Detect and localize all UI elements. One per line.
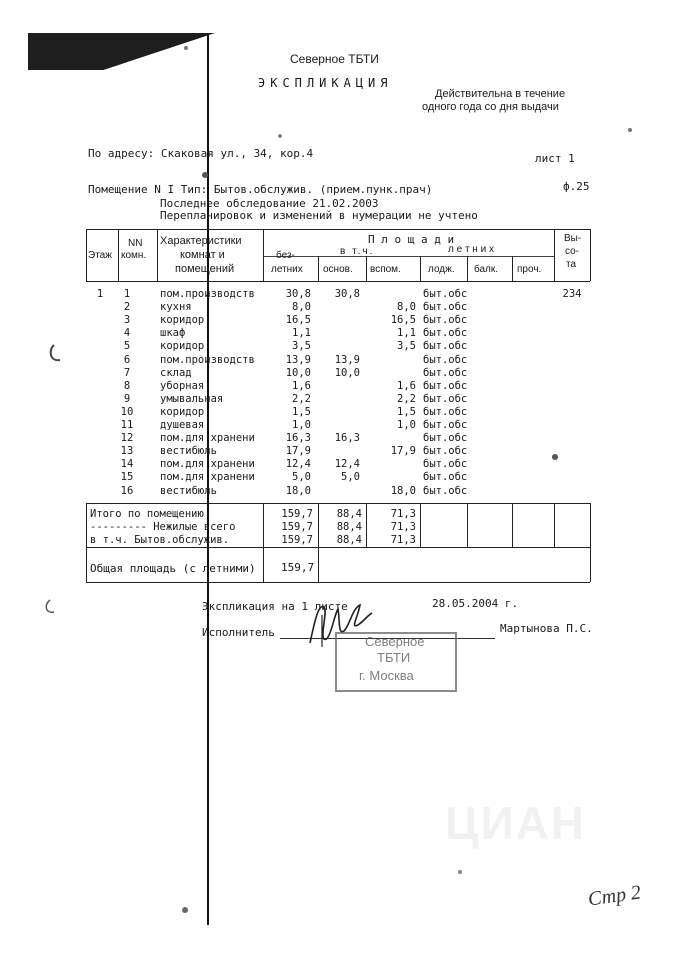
row-note: быт.обс [423,471,468,484]
row-aux-area: 8,0 [397,301,416,314]
row-note: быт.обс [423,301,468,314]
col-nn: NN [128,238,143,249]
totals-main-area: 88,4 [336,534,362,546]
row-note: быт.обс [423,379,468,392]
explication-sheets: Экспликация на 1 листе [202,600,348,613]
row-total-area: 1,0 [292,419,311,431]
row-room-name: шкаф [160,327,186,340]
row-room-number: 3 [123,314,131,327]
overall-area-label: Общая площадь (с летними) [90,562,256,575]
totals-aux-area: 71,3 [390,521,416,533]
row-aux-area: 18,0 [390,484,416,497]
row-room-name: пом.для хранени [160,471,255,484]
col-height-3: та [566,259,577,270]
row-room-name: вестибюль [160,445,217,458]
col-osnov: основ. [323,264,353,275]
col-vspom: вспом. [370,264,401,275]
row-note: быт.обс [423,419,468,431]
row-room-name: душевая [160,419,205,431]
totals-aux-area: 71,3 [390,534,416,546]
row-total-area: 30,8 [285,288,311,300]
row-room-number: 12 [120,432,134,445]
col-bez-1: без- [276,250,295,261]
row-room-name: склад [160,366,192,379]
form-number: ф.25 [563,180,590,193]
row-room-name: пом.производств [160,288,255,300]
row-note: быт.обс [423,458,468,471]
stamp-line-1: Северное [365,634,425,649]
row-room-number: 15 [120,471,134,484]
row-note: быт.обс [423,432,468,445]
row-total-area: 1,6 [292,379,311,392]
row-total-area: 10,0 [285,366,311,379]
validity-line-1: Действительна в течение [435,88,566,100]
col-areas: П л о щ а д и [368,233,455,246]
executor-name: Мартынова П.С. [500,622,593,635]
row-total-area: 17,9 [285,445,311,458]
row-room-name: коридор [160,405,205,418]
row-total-area: 3,5 [292,340,311,353]
row-aux-area: 1,0 [397,419,416,431]
row-room-name: вестибюль [160,484,217,497]
org-name: Северное ТБТИ [290,52,379,66]
row-total-area: 16,5 [285,314,311,327]
row-floor: 1 [96,288,104,300]
row-main-area: 13,9 [334,353,360,366]
row-note: быт.обс [423,327,468,340]
row-total-area: 8,0 [292,301,311,314]
col-floor: Этаж [88,250,112,261]
row-room-number: 6 [123,353,131,366]
col-proch: проч. [517,264,542,275]
row-note: быт.обс [423,405,468,418]
col-height-2: со- [565,246,580,257]
col-vtch: в т.ч. [340,246,375,257]
row-total-area: 12,4 [285,458,311,471]
totals-main-area: 88,4 [336,508,362,520]
stamp-line-2: ТБТИ [377,650,411,665]
col-lodzh: лодж. [428,264,455,275]
watermark: ЦИАН [445,797,587,849]
row-room-name: пом.производств [160,353,255,366]
row-aux-area: 3,5 [397,340,416,353]
issue-date: 28.05.2004 г. [432,597,519,610]
row-room-name: пом.для хранени [160,432,255,445]
sheet-number: лист 1 [535,152,575,165]
row-room-number: 11 [120,419,134,431]
row-main-area: 10,0 [334,366,360,379]
totals-main-area: 88,4 [336,521,362,533]
row-room-number: 4 [123,327,131,340]
row-room-number: 7 [123,366,131,379]
row-room-name: коридор [160,340,205,353]
col-letnih: л е т н и х [448,244,494,255]
row-total-area: 5,0 [292,471,311,484]
totals-total-area: 159,7 [281,534,313,546]
row-total-area: 1,5 [292,405,311,418]
totals-total-area: 159,7 [281,521,313,533]
row-room-name: пом.для хранени [160,458,255,471]
row-room-number: 13 [120,445,134,458]
row-total-area: 2,2 [292,392,311,405]
document-title: ЭКСПЛИКАЦИЯ [258,76,393,90]
row-room-number: 2 [123,301,131,314]
row-room-name: коридор [160,314,205,327]
row-note: быт.обс [423,353,468,366]
col-char-2: комнат и [180,249,225,261]
col-balk: балк. [474,264,499,275]
row-aux-area: 1,1 [397,327,416,340]
row-room-name: уборная [160,379,205,392]
corner-note: Стр 2 [586,881,643,911]
totals-label: в т.ч. Бытов.обслужив. [90,534,230,546]
row-aux-area: 1,6 [397,379,416,392]
row-room-number: 8 [123,379,131,392]
row-note: быт.обс [423,288,468,300]
col-char-1: Характеристики [160,235,242,247]
address: По адресу: Скаковая ул., 34, кор.4 [88,147,314,160]
row-note: быт.обс [423,484,468,497]
premises-type: Помещение N I Тип: Бытов.обслужив. (прием.пунк.прач) [88,183,433,196]
totals-total-area: 159,7 [281,508,313,520]
row-note: быт.обс [423,366,468,379]
row-total-area: 1,1 [292,327,311,340]
row-main-area: 12,4 [334,458,360,471]
col-bez-2: летних [271,264,303,275]
row-aux-area: 2,2 [397,392,416,405]
row-main-area: 5,0 [341,471,360,484]
totals-label: Итого по помещению [90,508,204,520]
totals-label: --------- Нежилые всего [90,521,236,533]
row-room-number: 16 [120,484,134,497]
row-aux-area: 17,9 [390,445,416,458]
row-room-number: 1 [123,288,131,300]
totals-aux-area: 71,3 [390,508,416,520]
row-note: быт.обс [423,392,468,405]
row-room-number: 10 [120,405,134,418]
row-main-area: 30,8 [334,288,360,300]
last-survey: Последнее обследование 21.02.2003 [160,197,379,210]
executor-label: Исполнитель [202,626,275,639]
row-note: быт.обс [423,314,468,327]
row-aux-area: 1,5 [397,405,416,418]
row-room-number: 5 [123,340,131,353]
replanning-note: Перепланировок и изменений в нумерации не учтено [160,209,478,222]
row-total-area: 13,9 [285,353,311,366]
row-note: быт.обс [423,340,468,353]
row-note: быт.обс [423,445,468,458]
row-room-number: 14 [120,458,134,471]
col-nn-sub: комн. [121,250,147,261]
validity-line-2: одного года со дня выдачи [422,101,559,113]
stamp-line-3: г. Москва [359,668,414,683]
row-total-area: 18,0 [285,484,311,497]
row-room-name: кухня [160,301,192,314]
row-height: 234 [562,288,582,300]
col-height-1: Вы- [564,233,582,244]
overall-area-value: 159,7 [281,561,315,574]
row-room-name: умывальная [160,392,224,405]
row-main-area: 16,3 [334,432,360,445]
row-aux-area: 16,5 [390,314,416,327]
col-char-3: помещений [175,263,235,275]
row-room-number: 9 [123,392,131,405]
row-total-area: 16,3 [285,432,311,445]
